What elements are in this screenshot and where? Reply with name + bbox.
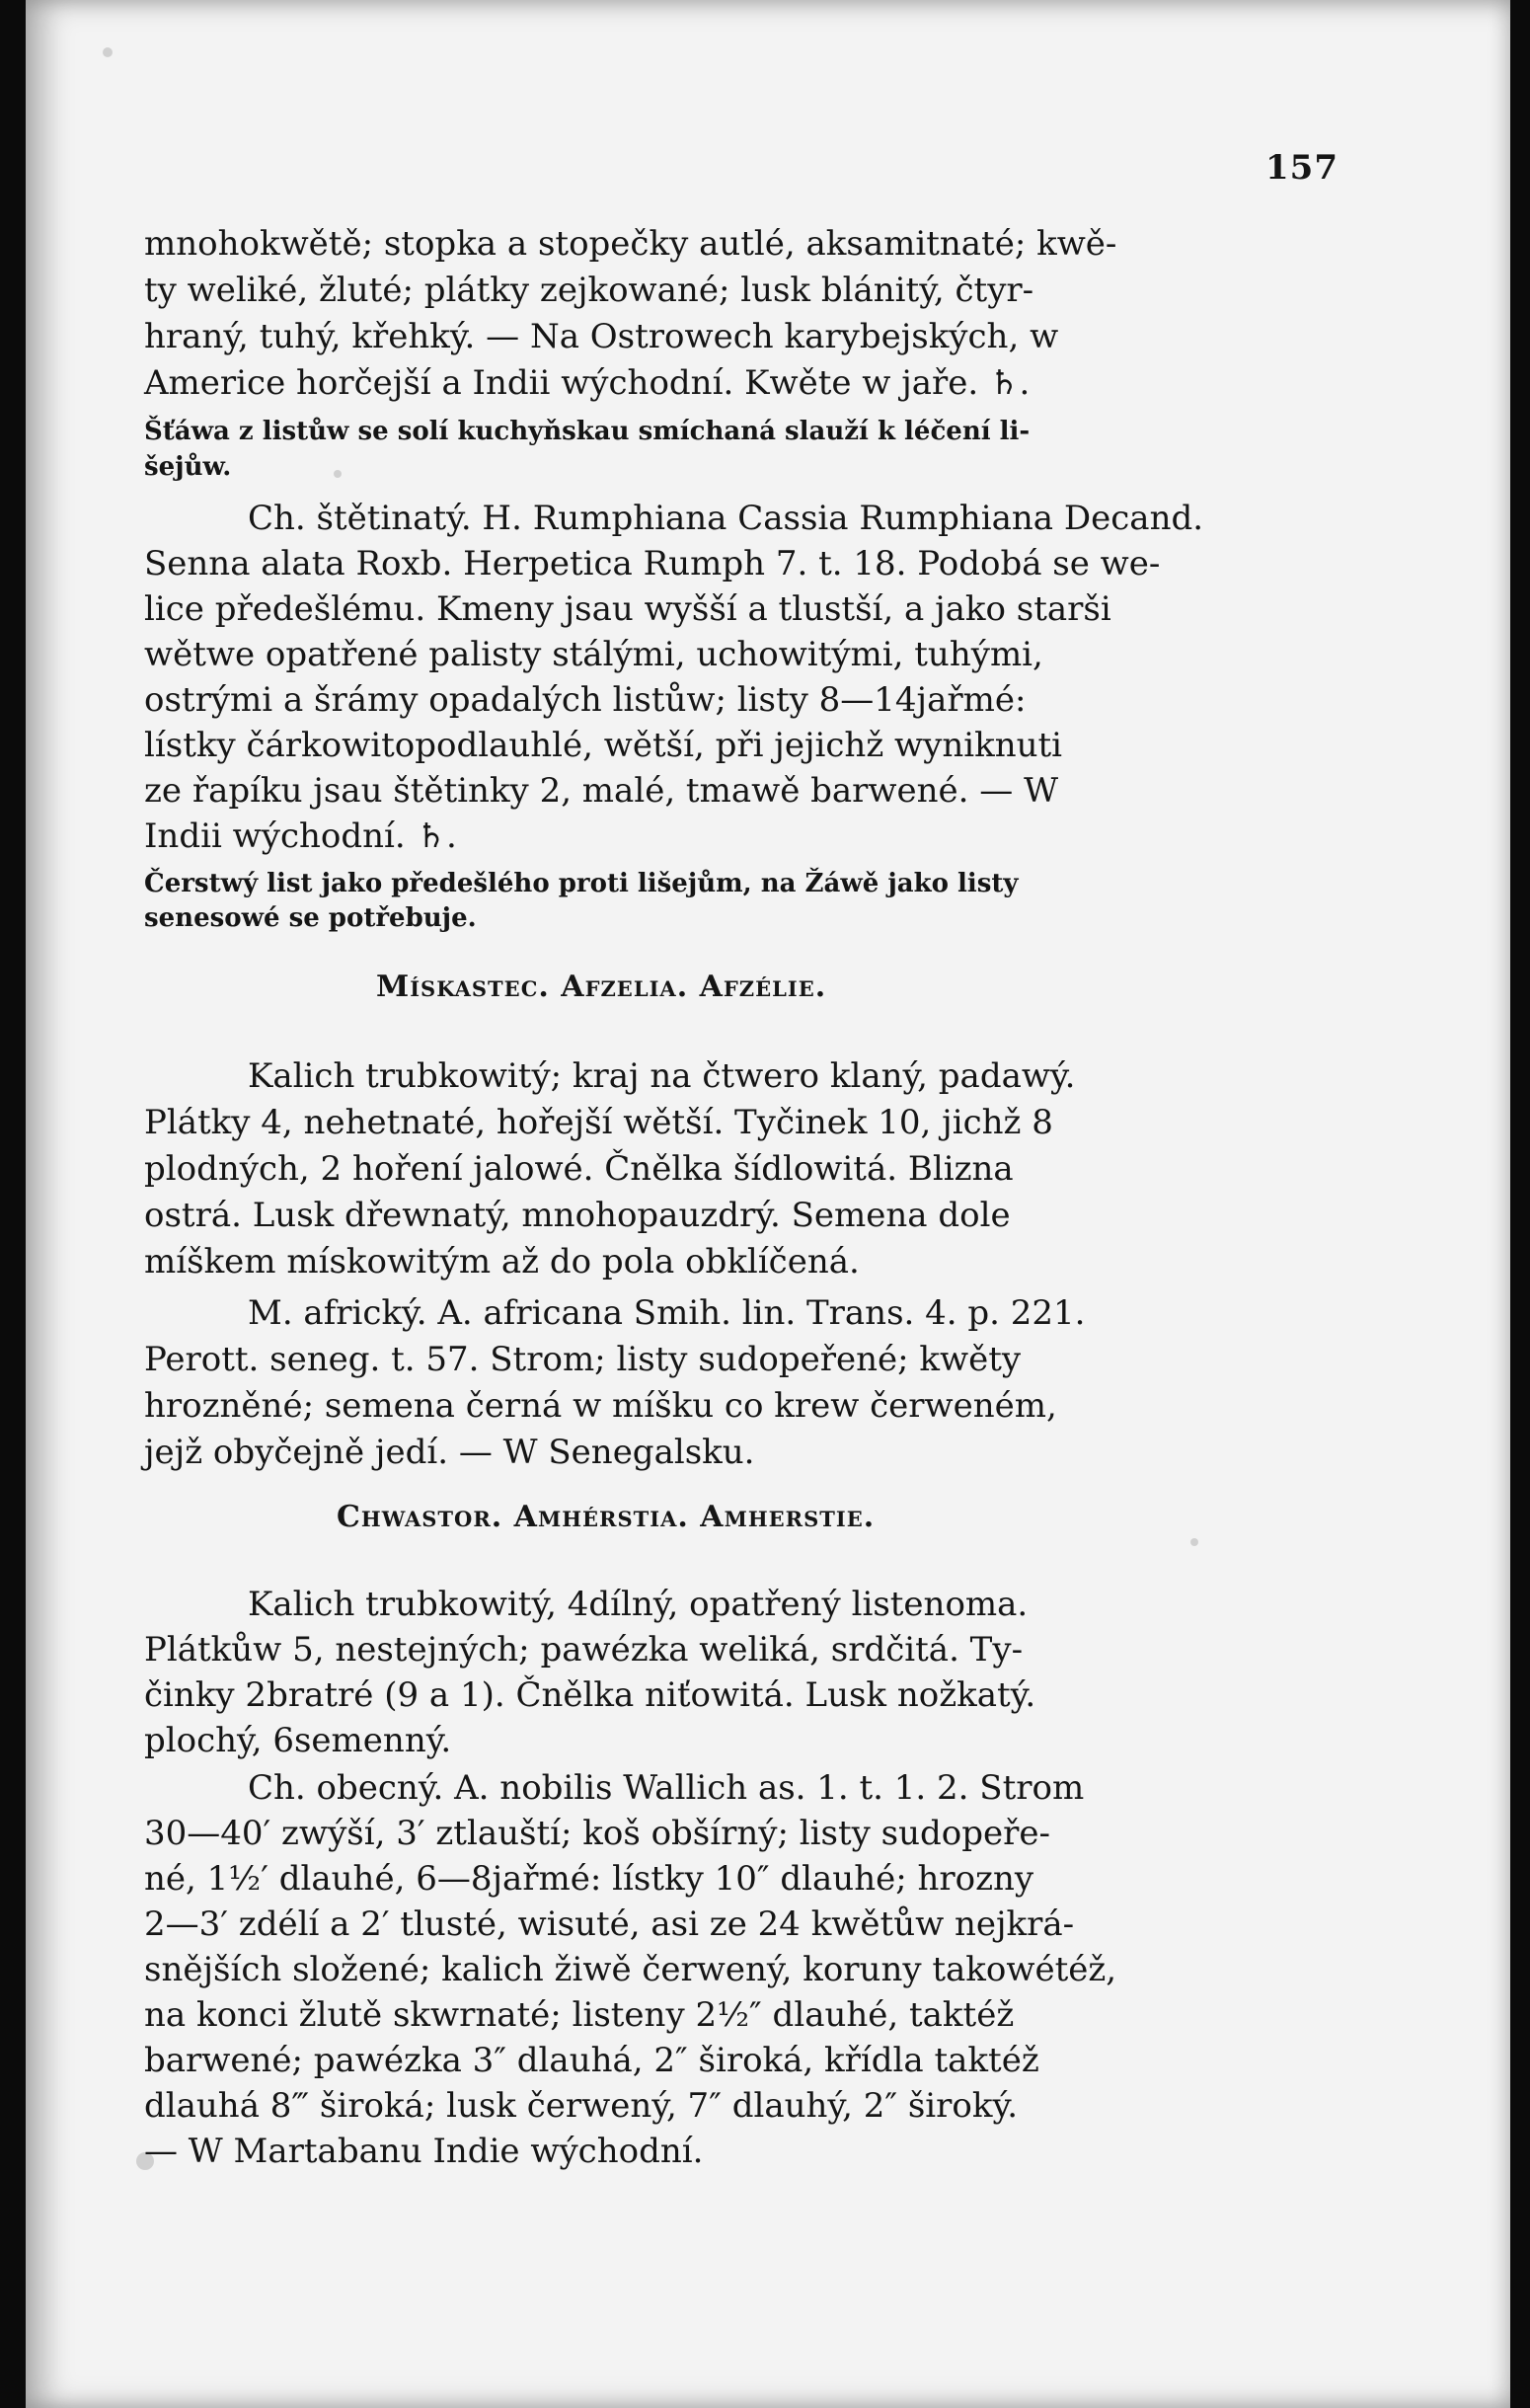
paper-spot [334,470,342,478]
text-line: Americe horčejší a Indii wýchodní. Kwěte w jaře. ♄. [144,363,1031,403]
text-line: barwené; pawézka 3″ dlauhá, 2″ široká, křídla taktéž [144,2041,1039,2080]
text-line: Indii wýchodní. ♄. [144,816,457,856]
text-line: Plátky 4, nehetnaté, hořejší wětší. Tyčinek 10, jichž 8 [144,1103,1053,1142]
note-line: šejůw. [144,452,232,482]
text-line: činky 2bratré (9 a 1). Čnělka niťowitá. Lusk nožkatý. [144,1675,1036,1715]
text-line: né, 1½′ dlauhé, 6—8jařmé: lístky 10″ dlauhé; hrozny [144,1859,1034,1899]
text-line: — W Martabanu Indie wýchodní. [144,2132,704,2171]
text-line: plodných, 2 hoření jalowé. Čnělka šídlowitá. Blizna [144,1149,1014,1189]
text-line: Ch. štětinatý. H. Rumphiana Cassia Rumphiana Decand. [248,499,1204,538]
text-line: hrozněné; semena černá w míšku co krew čerweném, [144,1386,1057,1426]
section-heading: Mískastec. Afzelia. Afzélie. [376,970,827,1004]
text-line: plochý, 6semenný. [144,1721,452,1760]
text-line: M. africký. A. africana Smih. lin. Trans. 4. p. 221. [248,1293,1086,1333]
text-line: Perott. seneg. t. 57. Strom; listy sudopeřené; kwěty [144,1340,1022,1379]
text-line: jejž obyčejně jedí. — W Senegalsku. [144,1433,755,1472]
text-line: Plátkůw 5, nestejných; pawézka weliká, srdčitá. Ty- [144,1630,1024,1670]
text-line: snějších složené; kalich žiwě čerwený, koruny takowétéž, [144,1950,1117,1989]
note-line: Čerstwý list jako předešlého proti lišejům, na Žáwě jako listy [144,869,1019,898]
text-line: Kalich trubkowitý, 4dílný, opatřený listenoma. [248,1585,1029,1624]
book-page [26,0,1510,2408]
text-line: 30—40′ zwýší, 3′ ztlauští; koš obšírný; listy sudopeře- [144,1814,1050,1853]
text-line: Senna alata Roxb. Herpetica Rumph 7. t. 18. Podobá se we- [144,544,1161,583]
note-line: Šťáwa z listůw se solí kuchyňskau smíchaná slauží k léčení li- [144,417,1031,446]
text-line: ostrými a šrámy opadalých listůw; listy 8—14jařmé: [144,680,1027,720]
page-number: 157 [1265,148,1339,188]
paper-spot [1190,1538,1198,1546]
text-line: mnohokwětě; stopka a stopečky autlé, aksamitnaté; kwě- [144,224,1117,264]
text-line: lístky čárkowitopodlauhlé, wětší, při jejichž wyniknuti [144,726,1063,765]
text-line: wětwe opatřené palisty stálými, uchowitými, tuhými, [144,635,1043,674]
paper-spot [103,47,113,57]
text-line: Kalich trubkowitý; kraj na čtwero klaný, padawý. [248,1056,1076,1096]
text-line: na konci žlutě skwrnaté; listeny 2½″ dlauhé, taktéž [144,1995,1015,2035]
text-line: míškem mískowitým až do pola obklíčená. [144,1242,860,1282]
note-line: senesowé se potřebuje. [144,903,477,933]
text-line: ty weliké, žluté; plátky zejkowané; lusk blánitý, čtyr- [144,271,1034,310]
section-heading: Chwastor. Amhérstia. Amherstie. [337,1500,876,1534]
text-line: lice předešlému. Kmeny jsau wyšší a tlustší, a jako starši [144,589,1111,629]
text-line: dlauhá 8‴ široká; lusk čerwený, 7″ dlauhý, 2″ široký. [144,2086,1018,2126]
text-line: hraný, tuhý, křehký. — Na Ostrowech karybejských, w [144,317,1059,356]
text-line: Ch. obecný. A. nobilis Wallich as. 1. t. 1. 2. Strom [248,1768,1085,1808]
text-line: ze řapíku jsau štětinky 2, malé, tmawě barwené. — W [144,771,1059,811]
text-line: ostrá. Lusk dřewnatý, mnohopauzdrý. Semena dole [144,1196,1011,1235]
text-line: 2—3′ zdélí a 2′ tlusté, wisuté, asi ze 24 kwětůw nejkrá- [144,1904,1075,1944]
